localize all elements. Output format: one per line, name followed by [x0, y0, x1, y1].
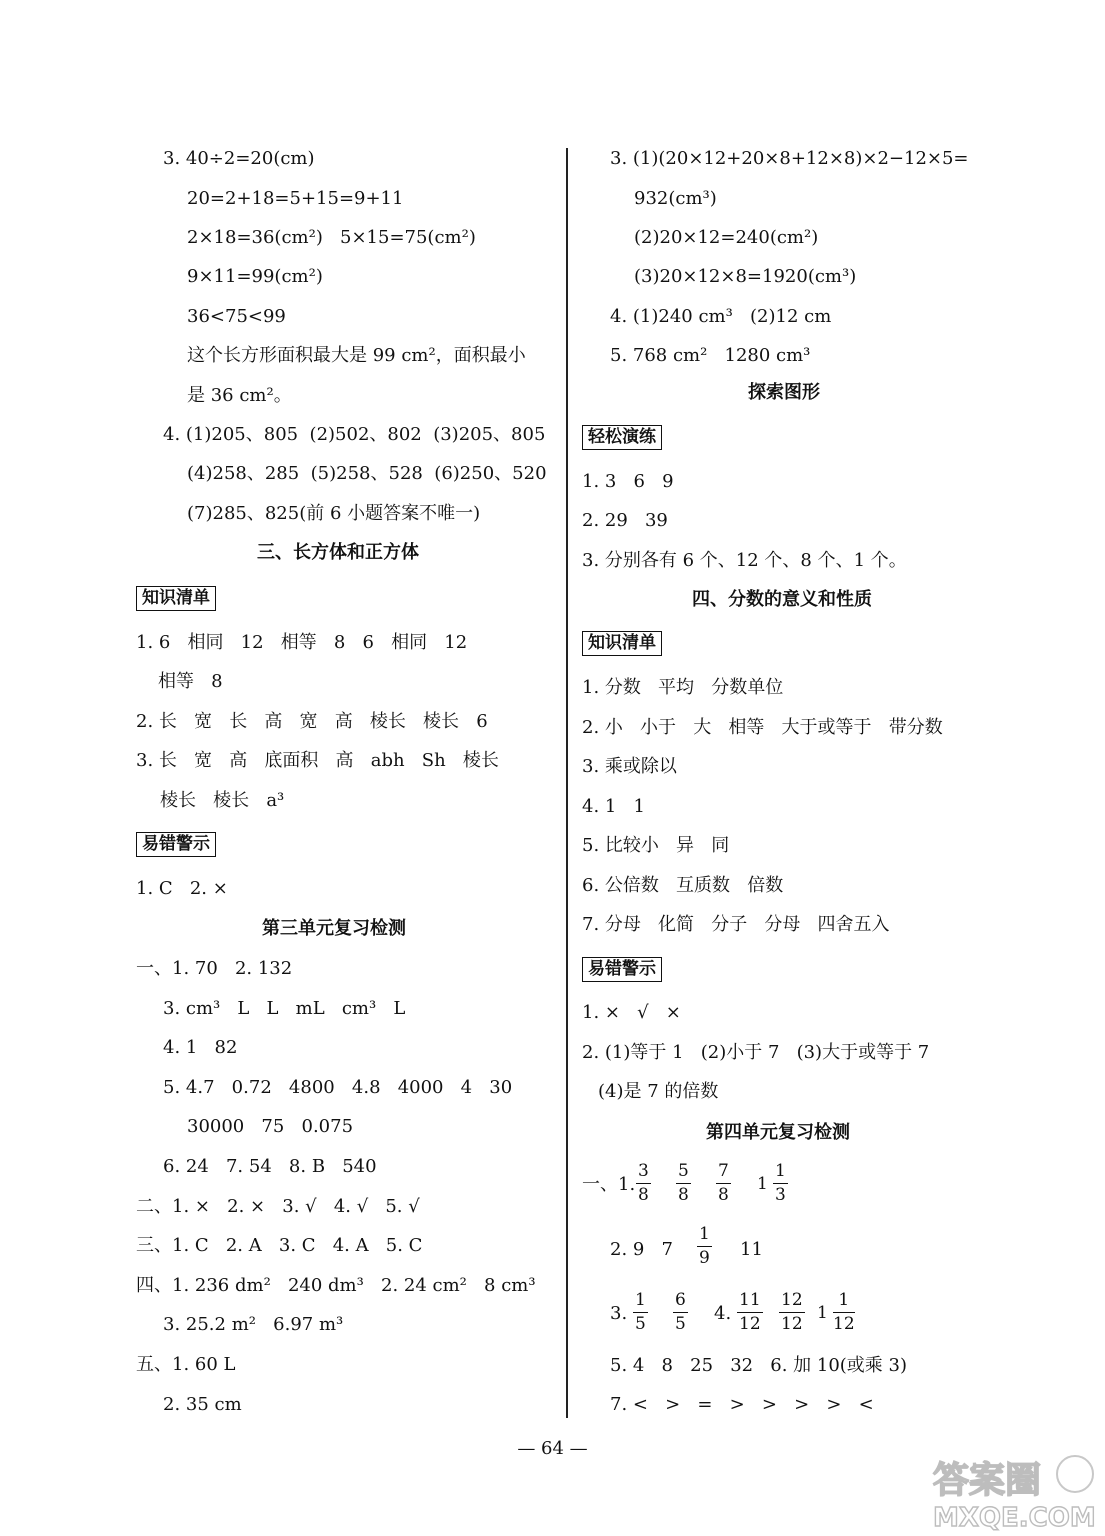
answer-line: 3. 分别各有 6 个、12 个、8 个、1 个。 — [582, 550, 907, 571]
answer-line: 1. C 2. × — [136, 878, 228, 899]
answer-line: 20=2+18=5+15=9+11 — [187, 188, 404, 209]
answer-line: 3. — [610, 1303, 628, 1324]
fraction-numerator: 1 — [773, 1163, 788, 1184]
answer-line: 是 36 cm²。 — [187, 385, 292, 406]
answer-line: 5. 4 8 25 32 6. 加 10(或乘 3) — [610, 1355, 908, 1376]
fraction-numerator: 1 — [633, 1292, 648, 1313]
answer-line: 相等 8 — [158, 671, 223, 692]
fraction — [633, 1292, 648, 1333]
fraction — [757, 1161, 788, 1205]
section-heading: 三、长方体和正方体 — [257, 542, 419, 563]
fraction — [817, 1290, 855, 1334]
page-number: — 64 — — [517, 1438, 588, 1459]
fraction-numerator: 5 — [676, 1163, 691, 1184]
answer-line: 5. 768 cm² 1280 cm³ — [610, 345, 811, 366]
fraction-numerator: 6 — [673, 1292, 688, 1313]
answer-line: 2. (1)等于 1 (2)小于 7 (3)大于或等于 7 — [582, 1042, 930, 1063]
boxed-label: 易错警示 — [582, 957, 662, 982]
answer-line: 1. × √ × — [582, 1002, 681, 1023]
answer-line: 2. 29 39 — [582, 510, 668, 531]
fraction-denominator: 5 — [675, 1314, 686, 1334]
fraction-whole: 1 — [817, 1303, 828, 1323]
fraction-denominator: 3 — [775, 1185, 786, 1205]
fraction-numerator: 7 — [716, 1163, 731, 1184]
fraction-numerator: 1 — [833, 1292, 855, 1313]
fraction-numerator: 3 — [636, 1163, 651, 1184]
answer-line: (7)285、825(前 6 小题答案不唯一) — [187, 503, 481, 524]
fraction — [779, 1292, 805, 1333]
answer-line: 6. 公倍数 互质数 倍数 — [582, 875, 784, 896]
column-divider — [566, 148, 568, 1418]
answer-line: 9×11=99(cm²) — [187, 266, 323, 287]
answer-line: 7. < > = > > > > < — [610, 1394, 874, 1415]
answer-line: 7. 分母 化简 分子 分母 四舍五入 — [582, 914, 890, 935]
answer-line: 1. 3 6 9 — [582, 471, 674, 492]
answer-line: 一、1. 70 2. 132 — [136, 958, 293, 979]
answer-line: 一、1. — [582, 1174, 636, 1195]
answer-line: 3. 40÷2=20(cm) — [163, 148, 315, 169]
answer-line: (2)20×12=240(cm²) — [634, 227, 819, 248]
watermark-logo — [925, 1452, 1100, 1532]
fraction — [697, 1226, 712, 1267]
fraction — [716, 1163, 731, 1204]
answer-line: 5. 比较小 异 同 — [582, 835, 730, 856]
answer-line: 五、1. 60 L — [136, 1354, 236, 1375]
answer-line: 3. 乘或除以 — [582, 756, 677, 777]
boxed-label: 轻松演练 — [582, 425, 662, 450]
answer-line: 4. 1 82 — [163, 1037, 238, 1058]
fraction-denominator: 8 — [638, 1185, 649, 1205]
answer-line: (3)20×12×8=1920(cm³) — [634, 266, 857, 287]
answer-line: 36<75<99 — [187, 306, 286, 327]
answer-line: 4. (1)205、805 (2)502、802 (3)205、805 — [163, 424, 546, 445]
answer-line: (4)是 7 的倍数 — [598, 1081, 719, 1102]
answer-line: 1. 6 相同 12 相等 8 6 相同 12 — [136, 632, 468, 653]
fraction — [737, 1292, 763, 1333]
answer-line: 2×18=36(cm²) 5×15=75(cm²) — [187, 227, 476, 248]
answer-line: 30000 75 0.075 — [187, 1116, 354, 1137]
fraction-numerator: 1 — [697, 1226, 712, 1247]
fraction-denominator: 12 — [739, 1314, 761, 1334]
answer-line: (4)258、285 (5)258、528 (6)250、520 — [187, 463, 547, 484]
section-heading: 探索图形 — [748, 382, 820, 403]
answer-line: 这个长方形面积最大是 99 cm²，面积最小 — [187, 345, 526, 366]
answer-line: 二、1. × 2. × 3. √ 4. √ 5. √ — [136, 1196, 420, 1217]
fraction — [636, 1163, 651, 1204]
answer-line: 3. cm³ L L mL cm³ L — [163, 998, 406, 1019]
answer-line: 3. 25.2 m² 6.97 m³ — [163, 1314, 344, 1335]
answer-line: 4. — [714, 1303, 732, 1324]
fraction — [676, 1163, 691, 1204]
answer-line: 三、1. C 2. A 3. C 4. A 5. C — [136, 1235, 423, 1256]
fraction-numerator: 12 — [779, 1292, 805, 1313]
answer-line: 3. 长 宽 高 底面积 高 abh Sh 棱长 — [136, 750, 499, 771]
answer-line: 5. 4.7 0.72 4800 4.8 4000 4 30 — [163, 1077, 513, 1098]
answer-line: 2. 35 cm — [163, 1394, 242, 1415]
answer-line: 2. 小 小于 大 相等 大于或等于 带分数 — [582, 717, 943, 738]
answer-line: 4. 1 1 — [582, 796, 645, 817]
watermark-text-url: MXQE.COM — [933, 1503, 1096, 1532]
fraction-denominator: 5 — [635, 1314, 646, 1334]
fraction-denominator: 12 — [781, 1314, 803, 1334]
answer-line: 四、1. 236 dm² 240 dm³ 2. 24 cm² 8 cm³ — [136, 1275, 536, 1296]
answer-line: 棱长 棱长 a³ — [160, 790, 285, 811]
answer-line: 1. 分数 平均 分数单位 — [582, 677, 784, 698]
boxed-label: 易错警示 — [136, 832, 216, 857]
watermark-text-cn: 答案圈 — [933, 1460, 1042, 1501]
fraction-whole: 1 — [757, 1174, 768, 1194]
section-heading: 四、分数的意义和性质 — [692, 589, 872, 610]
answer-line: 3. (1)(20×12+20×8+12×8)×2−12×5= — [610, 148, 969, 169]
answer-line: 2. 9 7 — [610, 1239, 673, 1260]
fraction — [673, 1292, 688, 1333]
boxed-label: 知识清单 — [136, 586, 216, 611]
fraction-denominator: 9 — [699, 1248, 710, 1268]
boxed-label: 知识清单 — [582, 631, 662, 656]
answer-line: 11 — [740, 1239, 763, 1260]
answer-line: 4. (1)240 cm³ (2)12 cm — [610, 306, 832, 327]
section-heading: 第三单元复习检测 — [262, 918, 406, 939]
answer-line: 932(cm³) — [634, 188, 717, 209]
fraction-denominator: 8 — [718, 1185, 729, 1205]
section-heading: 第四单元复习检测 — [706, 1122, 850, 1143]
fraction-denominator: 12 — [833, 1314, 855, 1334]
answer-line: 6. 24 7. 54 8. B 540 — [163, 1156, 377, 1177]
fraction-denominator: 8 — [678, 1185, 689, 1205]
fraction-numerator: 11 — [737, 1292, 763, 1313]
answer-line: 2. 长 宽 长 高 宽 高 棱长 棱长 6 — [136, 711, 488, 732]
